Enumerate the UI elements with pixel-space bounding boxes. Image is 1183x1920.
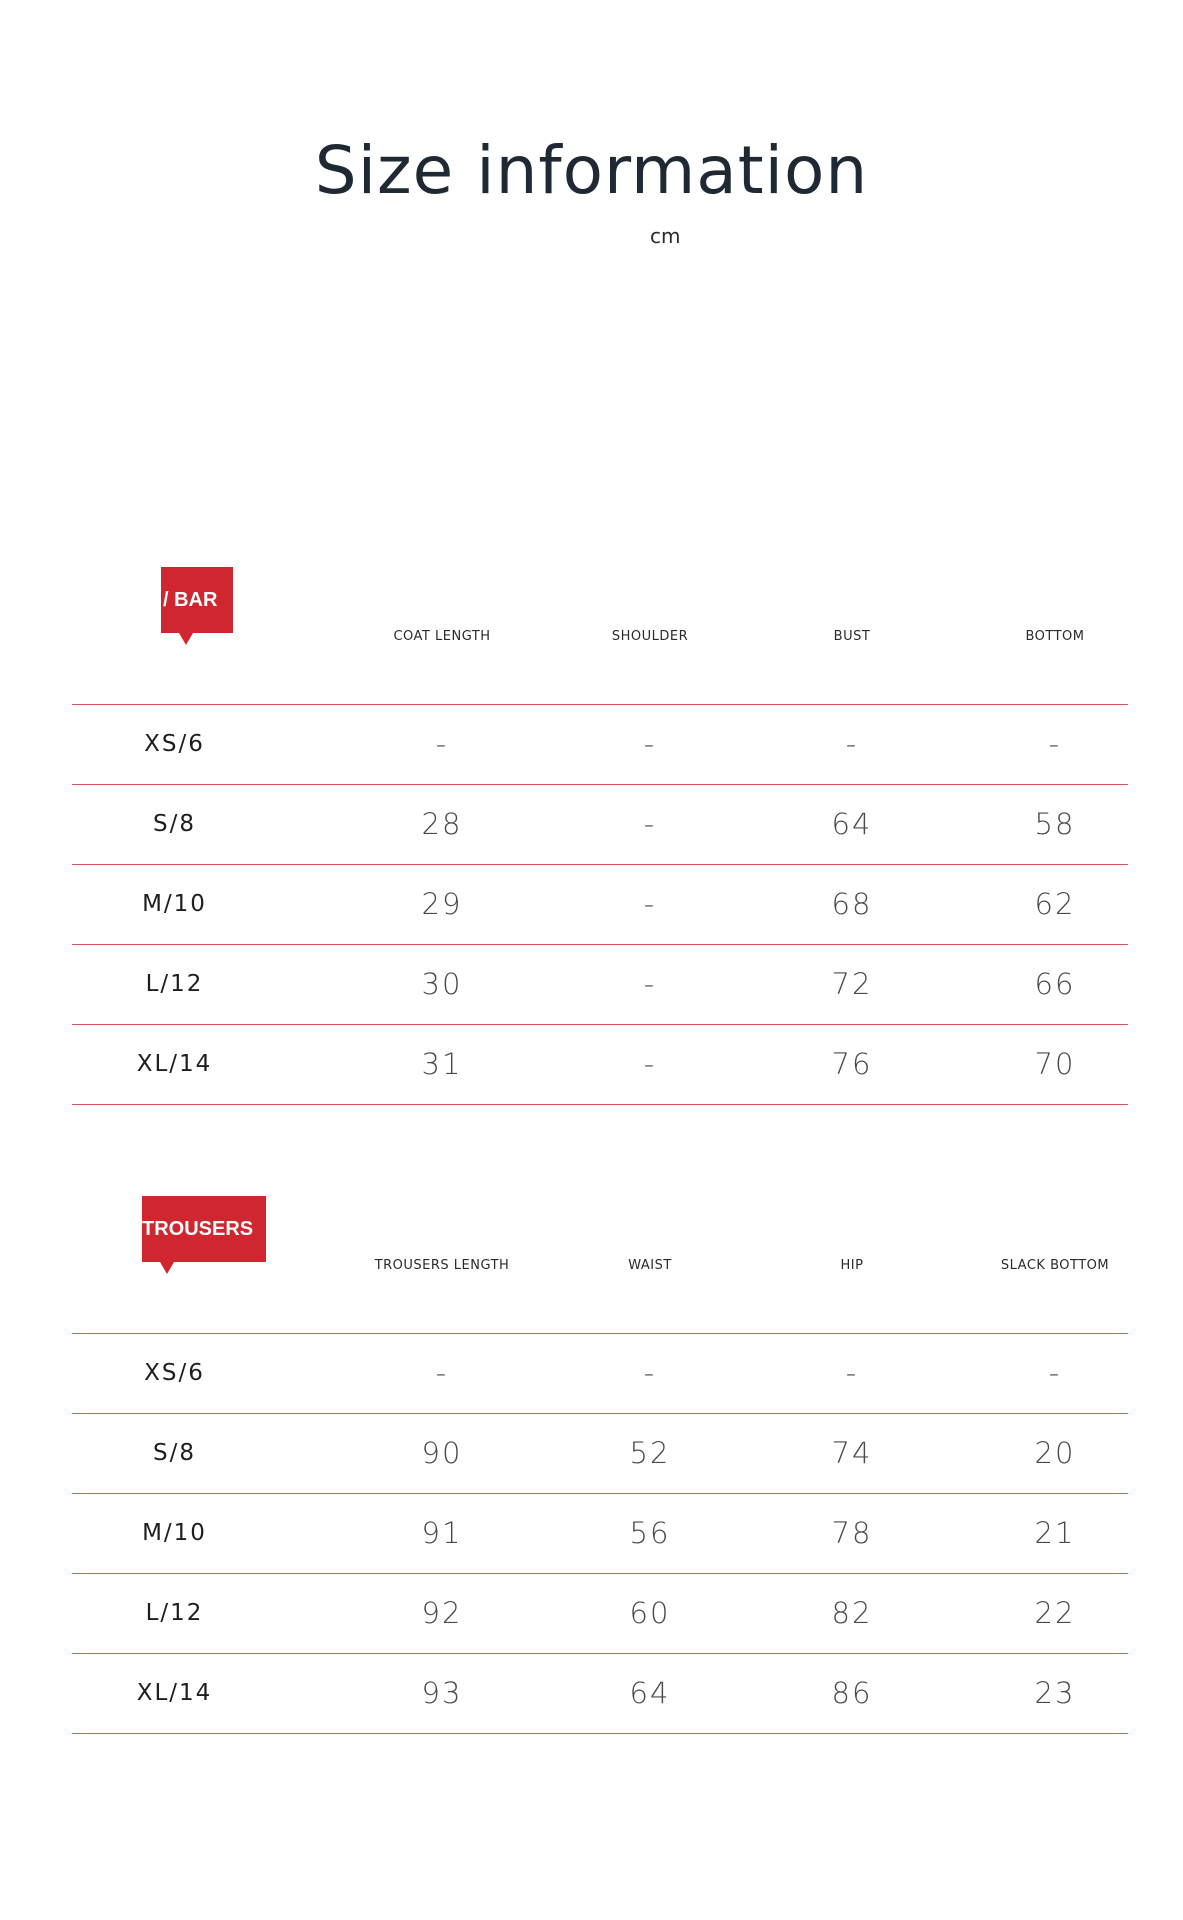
table-cell: - xyxy=(643,967,657,1001)
unit-label: cm xyxy=(650,224,681,248)
table-cell: 29 xyxy=(421,887,463,921)
table-cell: 93 xyxy=(421,1676,463,1710)
table-header xyxy=(72,1256,1128,1276)
table-row xyxy=(72,1413,1128,1493)
table-cell: 20 xyxy=(1034,1436,1076,1470)
size-label: XS/6 xyxy=(144,731,205,757)
table-cell: 31 xyxy=(421,1047,463,1081)
table-row xyxy=(72,1493,1128,1573)
column-header: COAT LENGTH xyxy=(393,629,491,644)
table-row xyxy=(72,864,1128,944)
table-cell: - xyxy=(1048,1356,1062,1390)
table-cell: 74 xyxy=(831,1436,873,1470)
table-cell: - xyxy=(643,1047,657,1081)
table-cell: 23 xyxy=(1034,1676,1076,1710)
table-cell: 76 xyxy=(831,1047,873,1081)
table-cell: 56 xyxy=(629,1516,671,1550)
table-cell: 70 xyxy=(1034,1047,1076,1081)
table-cell: - xyxy=(643,727,657,761)
table-cell: 28 xyxy=(421,807,463,841)
table-cell: 90 xyxy=(421,1436,463,1470)
column-header: BOTTOM xyxy=(1025,629,1085,644)
table-cell: 30 xyxy=(421,967,463,1001)
table-cell: - xyxy=(643,1356,657,1390)
column-header: SLACK BOTTOM xyxy=(1000,1258,1110,1273)
size-label: M/10 xyxy=(142,1520,207,1546)
section-tag: / BAR xyxy=(161,567,233,633)
table-cell: 64 xyxy=(629,1676,671,1710)
table-cell: - xyxy=(1048,727,1062,761)
size-label: L/12 xyxy=(145,1600,204,1626)
table-header xyxy=(72,627,1128,647)
section-tag: TROUSERS xyxy=(142,1196,266,1262)
size-table-bar xyxy=(72,567,1128,1107)
size-label: XL/14 xyxy=(136,1680,213,1706)
size-label: S/8 xyxy=(153,811,196,837)
table-cell: 22 xyxy=(1034,1596,1076,1630)
table-cell: - xyxy=(435,1356,449,1390)
table-cell: 68 xyxy=(831,887,873,921)
table-cell: - xyxy=(643,807,657,841)
table-cell: 91 xyxy=(421,1516,463,1550)
table-row xyxy=(72,1333,1128,1413)
table-row xyxy=(72,1653,1128,1734)
column-header: SHOULDER xyxy=(611,629,689,644)
table-cell: - xyxy=(845,727,859,761)
table-cell: 62 xyxy=(1034,887,1076,921)
table-row xyxy=(72,944,1128,1024)
table-cell: - xyxy=(845,1356,859,1390)
table-row xyxy=(72,1024,1128,1105)
table-row xyxy=(72,784,1128,864)
table-cell: 78 xyxy=(831,1516,873,1550)
table-cell: 92 xyxy=(421,1596,463,1630)
column-header: HIP xyxy=(840,1258,864,1273)
size-label: XL/14 xyxy=(136,1051,213,1077)
size-table-trousers xyxy=(72,1196,1128,1736)
column-header: BUST xyxy=(833,629,871,644)
table-cell: 52 xyxy=(629,1436,671,1470)
table-cell: 72 xyxy=(831,967,873,1001)
table-cell: 58 xyxy=(1034,807,1076,841)
table-cell: 60 xyxy=(629,1596,671,1630)
table-cell: - xyxy=(435,727,449,761)
size-label: L/12 xyxy=(145,971,204,997)
table-cell: 82 xyxy=(831,1596,873,1630)
table-cell: 86 xyxy=(831,1676,873,1710)
table-cell: 21 xyxy=(1034,1516,1076,1550)
size-label: M/10 xyxy=(142,891,207,917)
column-header: WAIST xyxy=(628,1258,672,1273)
table-cell: - xyxy=(643,887,657,921)
table-cell: 66 xyxy=(1034,967,1076,1001)
column-header: TROUSERS LENGTH xyxy=(374,1258,510,1273)
table-row xyxy=(72,1573,1128,1653)
table-cell: 64 xyxy=(831,807,873,841)
page-title: Size information xyxy=(314,132,869,209)
size-label: S/8 xyxy=(153,1440,196,1466)
size-label: XS/6 xyxy=(144,1360,205,1386)
table-row xyxy=(72,704,1128,784)
table-body xyxy=(72,704,1128,1105)
table-body xyxy=(72,1333,1128,1734)
